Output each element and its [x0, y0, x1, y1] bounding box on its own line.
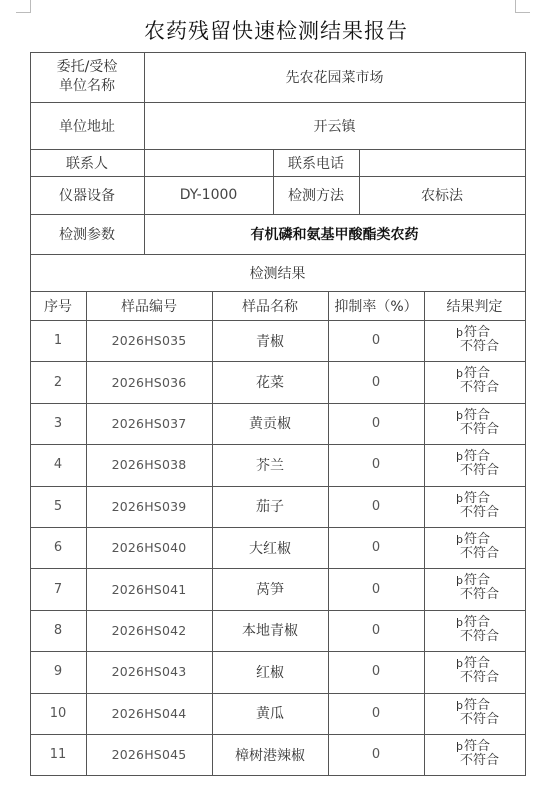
inhibition-rate: 0 — [371, 664, 381, 680]
form-row-divider — [30, 291, 525, 292]
inhibition-rate: 0 — [371, 747, 381, 763]
crop-mark-top-left — [16, 0, 31, 13]
checked-box-icon: þ — [456, 574, 463, 588]
result-judgement — [454, 367, 499, 395]
column-divider — [212, 291, 213, 775]
inhibition-rate: 0 — [371, 540, 381, 556]
phone-label: 联系电话 — [288, 155, 344, 172]
pass-label: 符合 — [463, 739, 490, 754]
header-divider — [30, 320, 525, 321]
pass-label: 符合 — [463, 490, 490, 506]
row-number: 7 — [53, 581, 63, 597]
fail-label: 不符合 — [460, 504, 500, 520]
row-number: 10 — [49, 705, 67, 721]
sample-name: 樟树港辣椒 — [235, 747, 305, 764]
address-value: 开云镇 — [313, 118, 356, 135]
method-value: 农标法 — [421, 188, 463, 204]
contact-value — [144, 149, 273, 176]
column-header: 序号 — [44, 298, 72, 315]
sample-name: 花菜 — [256, 375, 284, 392]
pass-label: 符合 — [463, 697, 490, 713]
pass-label: 符合 — [463, 407, 490, 423]
sample-code: 2026HS035 — [111, 333, 187, 349]
sample-name: 青椒 — [256, 333, 284, 350]
pass-label: 符合 — [463, 656, 490, 672]
sample-name: 红椒 — [256, 664, 284, 681]
pass-label: 符合 — [463, 532, 490, 547]
row-number: 1 — [53, 333, 63, 349]
result-judgement — [454, 616, 499, 644]
client-label: 委托/受检 单位名称 — [56, 59, 118, 94]
param-label: 检测参数 — [59, 227, 115, 243]
sample-code: 2026HS038 — [111, 457, 187, 473]
result-judgement — [454, 740, 499, 768]
sample-name: 大红椒 — [249, 540, 291, 557]
form-mid-divider-2 — [359, 149, 360, 214]
fail-label: 不符合 — [460, 463, 500, 479]
sample-code: 2026HS041 — [111, 581, 187, 597]
result-judgement — [454, 326, 499, 354]
pass-label: 符合 — [463, 325, 490, 340]
fail-label: 不符合 — [460, 587, 500, 603]
sample-name: 芥兰 — [256, 457, 284, 474]
form-label-divider — [144, 52, 145, 254]
results-section-title: 检测结果 — [249, 265, 306, 282]
row-divider — [30, 693, 525, 694]
fail-label: 不符合 — [460, 380, 500, 396]
result-judgement — [454, 492, 499, 520]
border-right — [525, 52, 526, 776]
inhibition-rate: 0 — [371, 374, 381, 390]
row-divider — [30, 486, 525, 487]
sample-code: 2026HS045 — [111, 747, 187, 763]
sample-code: 2026HS036 — [111, 374, 187, 390]
inhibition-rate: 0 — [371, 581, 381, 597]
method-label: 检测方法 — [288, 188, 344, 204]
fail-label: 不符合 — [460, 546, 500, 561]
form-mid-divider — [273, 149, 274, 214]
column-divider — [424, 291, 425, 775]
checked-box-icon: þ — [456, 491, 463, 505]
sample-code: 2026HS037 — [111, 415, 187, 431]
result-judgement — [454, 699, 499, 727]
row-divider — [30, 610, 525, 611]
form-row-divider — [30, 176, 525, 177]
border-bottom — [30, 775, 525, 776]
row-number: 2 — [53, 374, 63, 390]
checked-box-icon: þ — [456, 740, 463, 753]
row-divider — [30, 444, 525, 445]
row-divider — [30, 403, 525, 404]
sample-name: 黄瓜 — [256, 706, 284, 723]
checked-box-icon: þ — [456, 450, 463, 464]
param-value: 有机磷和氨基甲酸酯类农药 — [250, 227, 419, 243]
pass-label: 符合 — [463, 614, 490, 630]
row-number: 5 — [53, 498, 63, 514]
row-number: 3 — [53, 415, 63, 431]
fail-label: 不符合 — [460, 711, 500, 727]
result-judgement — [454, 574, 499, 602]
result-judgement — [454, 533, 499, 561]
sample-name: 莴笋 — [256, 582, 284, 599]
inhibition-rate: 0 — [371, 498, 381, 514]
sample-code: 2026HS044 — [111, 705, 187, 721]
inhibition-rate: 0 — [371, 415, 381, 431]
checked-box-icon: þ — [456, 367, 463, 381]
sample-name: 茄子 — [256, 499, 284, 516]
fail-label: 不符合 — [460, 421, 500, 437]
checked-box-icon: þ — [456, 698, 463, 712]
row-divider — [30, 361, 525, 362]
instrument-value: DY-1000 — [179, 187, 238, 203]
pass-label: 符合 — [463, 366, 490, 382]
checked-box-icon: þ — [456, 408, 463, 422]
inhibition-rate: 0 — [371, 457, 381, 473]
sample-name: 黄贡椒 — [249, 416, 291, 433]
result-judgement — [454, 450, 499, 478]
sample-name: 本地青椒 — [242, 623, 298, 640]
column-header: 抑制率（%） — [334, 298, 418, 315]
checked-box-icon: þ — [456, 657, 463, 671]
contact-label: 联系人 — [66, 155, 108, 172]
checked-box-icon: þ — [456, 326, 463, 339]
form-row-divider — [30, 102, 525, 103]
inhibition-rate: 0 — [371, 333, 381, 349]
sample-code: 2026HS042 — [111, 622, 187, 638]
row-divider — [30, 651, 525, 652]
row-number: 4 — [53, 457, 63, 473]
sample-code: 2026HS040 — [111, 540, 187, 556]
column-header: 结果判定 — [446, 298, 503, 315]
fail-label: 不符合 — [460, 670, 500, 686]
report-title: 农药残留快速检测结果报告 — [144, 19, 408, 43]
result-judgement — [454, 657, 499, 685]
fail-label: 不符合 — [460, 753, 500, 768]
inhibition-rate: 0 — [371, 705, 381, 721]
client-value: 先农花园菜市场 — [285, 70, 384, 86]
column-divider — [328, 291, 329, 775]
border-left — [30, 52, 31, 775]
fail-label: 不符合 — [460, 339, 500, 354]
row-divider — [30, 734, 525, 735]
instrument-label: 仪器设备 — [59, 188, 115, 204]
form-row-divider — [30, 149, 525, 150]
fail-label: 不符合 — [460, 628, 500, 644]
row-number: 6 — [53, 540, 63, 556]
phone-value — [359, 149, 525, 176]
row-number: 8 — [53, 622, 63, 638]
inhibition-rate: 0 — [371, 622, 381, 638]
checked-box-icon: þ — [456, 615, 463, 629]
crop-mark-top-right — [515, 0, 530, 13]
checked-box-icon: þ — [456, 533, 463, 546]
border-top — [30, 52, 525, 53]
row-number: 11 — [49, 747, 67, 763]
column-header: 样品名称 — [242, 298, 298, 315]
form-row-divider — [30, 214, 525, 215]
pass-label: 符合 — [463, 449, 490, 465]
form-row-divider — [30, 254, 525, 255]
report-table — [30, 52, 525, 785]
row-divider — [30, 527, 525, 528]
sample-code: 2026HS043 — [111, 664, 187, 680]
row-divider — [30, 568, 525, 569]
sample-code: 2026HS039 — [111, 498, 187, 514]
result-judgement — [454, 409, 499, 437]
column-divider — [86, 291, 87, 775]
address-label: 单位地址 — [59, 118, 115, 135]
column-header: 样品编号 — [121, 298, 177, 315]
pass-label: 符合 — [463, 573, 490, 589]
row-number: 9 — [53, 664, 63, 680]
